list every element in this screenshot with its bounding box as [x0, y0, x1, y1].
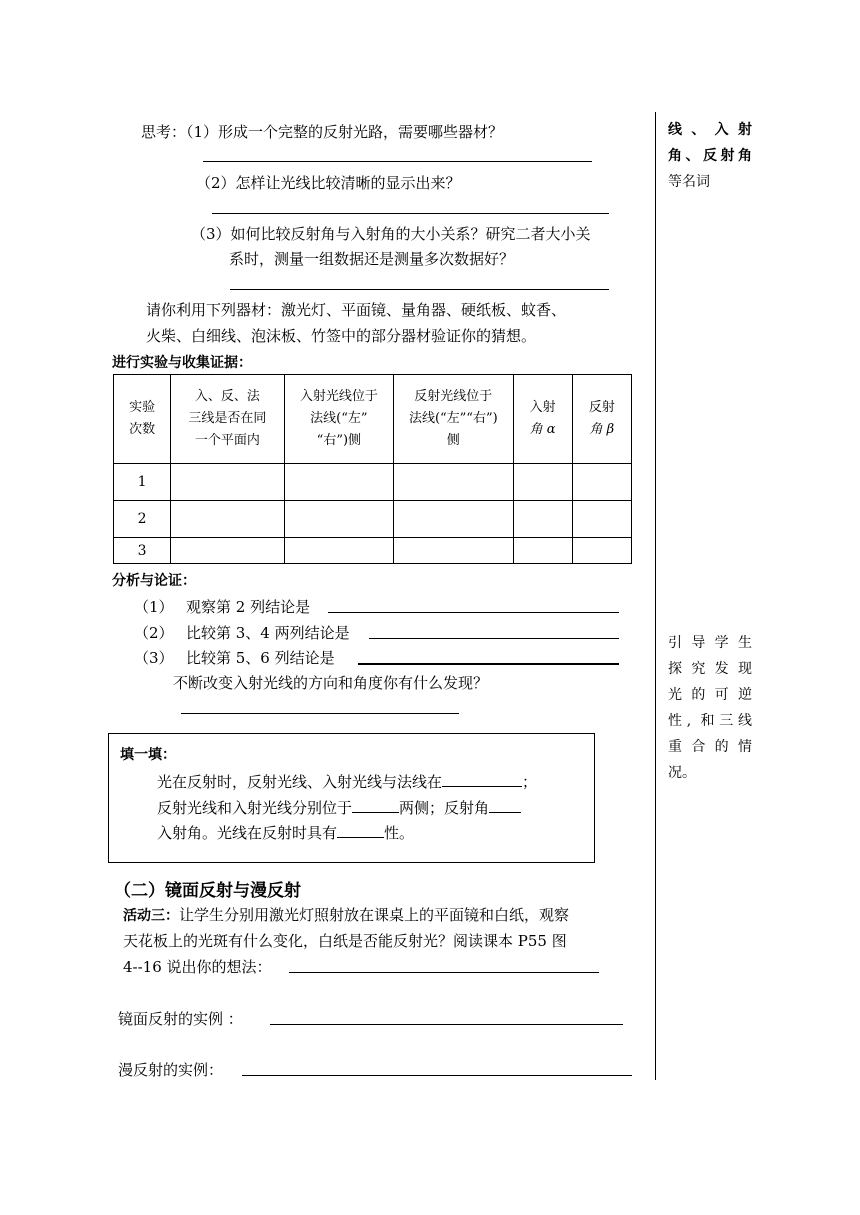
header-reflected-side	[394, 375, 513, 464]
sidebar-note-1-line: 等名词	[668, 174, 710, 190]
diffuse-example-label: 漫反射的实例：	[118, 1061, 224, 1079]
fill-line2-text: 反射光线和入射光线分别位于	[157, 799, 353, 817]
sidebar-note-1	[668, 117, 752, 195]
fill-line1-end: ；	[522, 773, 538, 791]
table-cell[interactable]	[513, 464, 572, 501]
header-text: 一个平面内	[194, 433, 260, 448]
think-q1: 思考：（1）形成一个完整的反射光路，需要哪些器材？	[141, 123, 504, 141]
fill-blank-3[interactable]	[489, 797, 521, 813]
analysis-question: 不断改变入射光线的方向和角度你有什么发现？	[173, 674, 489, 692]
fill-blank-4[interactable]	[337, 822, 384, 838]
activity-line1	[123, 904, 569, 925]
sidebar-note-2	[668, 630, 752, 786]
table-cell[interactable]	[394, 538, 513, 564]
activity-text-1: 让学生分别用激光灯照射放在课桌上的平面镜和白纸，观察	[179, 906, 570, 924]
activity-line2: 天花板上的光斑有什么变化，白纸是否能反射光？阅读课本 P55 图	[123, 932, 567, 950]
table-cell[interactable]	[171, 538, 284, 564]
header-coplanar	[171, 375, 284, 464]
header-text: 入射光线位于	[299, 389, 378, 404]
materials-line2: 火柴、白细线、泡沫板、竹签中的部分器材验证你的猜想。	[146, 327, 537, 345]
header-text: 角 α	[529, 422, 556, 437]
experiment-heading: 进行实验与收集证据：	[112, 355, 252, 371]
row-number: 1	[114, 464, 171, 501]
fill-line3	[157, 822, 414, 843]
table-cell[interactable]	[171, 501, 284, 538]
table-header-row	[114, 375, 632, 464]
header-text: “右”)侧	[316, 433, 362, 448]
fill-title: 填一填：	[120, 747, 176, 763]
table-cell[interactable]	[513, 538, 572, 564]
table-row	[114, 501, 632, 538]
table-row	[114, 464, 632, 501]
think-q2: （2）怎样让光线比较清晰的显示出来？	[196, 174, 461, 192]
fill-line2	[157, 797, 521, 818]
sidebar-note-2-line: 探 究 发 现	[668, 661, 752, 677]
table-cell[interactable]	[394, 501, 513, 538]
table-row	[114, 538, 632, 564]
fill-blank-1[interactable]	[442, 771, 522, 787]
sidebar-note-2-line: 况。	[668, 765, 696, 781]
header-text: 法线(“左”	[310, 411, 368, 426]
activity-label: 活动三：	[123, 908, 179, 924]
materials-line1: 请你利用下列器材：激光灯、平面镜、量角器、硬纸板、蚊香、	[146, 301, 567, 319]
fill-line1-text: 光在反射时，反射光线、入射光线与法线在	[157, 773, 443, 791]
answer-line-analysis-3[interactable]	[358, 663, 619, 665]
fill-line3-end: 性。	[384, 824, 415, 842]
answer-line-analysis-2[interactable]	[369, 638, 619, 639]
table-cell[interactable]	[284, 501, 393, 538]
think-q3-line2: 系时，测量一组数据还是测量多次数据好？	[229, 250, 515, 268]
mirror-example-label: 镜面反射的实例 ：	[118, 1010, 243, 1028]
section2-title: （二）镜面反射与漫反射	[114, 881, 301, 901]
sidebar-note-1-line: 线 、 入 射	[668, 122, 752, 138]
analysis-item-1-num: （1）	[134, 598, 174, 616]
header-text: 入射	[529, 400, 556, 415]
answer-line-q2[interactable]	[212, 213, 609, 214]
sidebar-note-2-line: 引 导 学 生	[668, 635, 752, 651]
fill-line3-text: 入射角。光线在反射时具有	[157, 824, 338, 842]
answer-line-analysis-1[interactable]	[328, 612, 619, 613]
analysis-item-3-text: 比较第 5、6 列结论是	[186, 649, 335, 667]
think-q3-line1: （3）如何比较反射角与入射角的大小关系？研究二者大小关	[191, 225, 591, 243]
header-text: 实验	[129, 400, 156, 415]
column-divider	[655, 112, 656, 1080]
answer-line-mirror[interactable]	[270, 1024, 623, 1025]
header-reflection-angle	[572, 375, 631, 464]
answer-line-question[interactable]	[181, 713, 459, 714]
fill-blank-2[interactable]	[352, 797, 399, 813]
analysis-item-2-num: （2）	[134, 624, 174, 642]
table-cell[interactable]	[284, 538, 393, 564]
sidebar-note-2-line: 性, 和三线	[668, 713, 752, 729]
header-incident-side	[284, 375, 393, 464]
header-text: 次数	[129, 422, 156, 437]
answer-line-q3[interactable]	[230, 289, 609, 290]
sidebar-note-2-line: 重 合 的 情	[668, 739, 752, 755]
table-cell[interactable]	[572, 501, 631, 538]
header-text: 法线(“左”“右”)	[408, 411, 498, 426]
fill-line1	[157, 771, 537, 792]
answer-line-q1[interactable]	[203, 161, 592, 162]
analysis-heading: 分析与论证：	[112, 573, 196, 589]
row-number: 2	[114, 501, 171, 538]
table-cell[interactable]	[513, 501, 572, 538]
row-number: 3	[114, 538, 171, 564]
header-text: 反射光线位于	[414, 389, 493, 404]
sidebar-note-1-line: 角、反射角	[668, 148, 752, 164]
answer-line-activity[interactable]	[289, 972, 599, 973]
table-cell[interactable]	[394, 464, 513, 501]
header-text: 入、反、法	[194, 389, 260, 404]
header-text: 三线是否在同	[188, 411, 267, 426]
experiment-table	[113, 374, 632, 564]
header-trial	[114, 375, 171, 464]
activity-line3: 4--16 说出你的想法：	[123, 958, 272, 976]
table-cell[interactable]	[171, 464, 284, 501]
analysis-item-3-num: （3）	[134, 649, 174, 667]
analysis-item-2-text: 比较第 3、4 两列结论是	[186, 624, 350, 642]
header-text: 侧	[446, 433, 460, 448]
analysis-item-1-text: 观察第 2 列结论是	[186, 598, 311, 616]
answer-line-diffuse[interactable]	[242, 1075, 632, 1076]
header-text: 角 β	[589, 422, 615, 437]
table-cell[interactable]	[284, 464, 393, 501]
sidebar-note-2-line: 光 的 可 逆	[668, 687, 752, 703]
table-cell[interactable]	[572, 538, 631, 564]
header-incident-angle	[513, 375, 572, 464]
fill-line2-mid: 两侧；反射角	[399, 799, 490, 817]
header-text: 反射	[588, 400, 615, 415]
table-cell[interactable]	[572, 464, 631, 501]
